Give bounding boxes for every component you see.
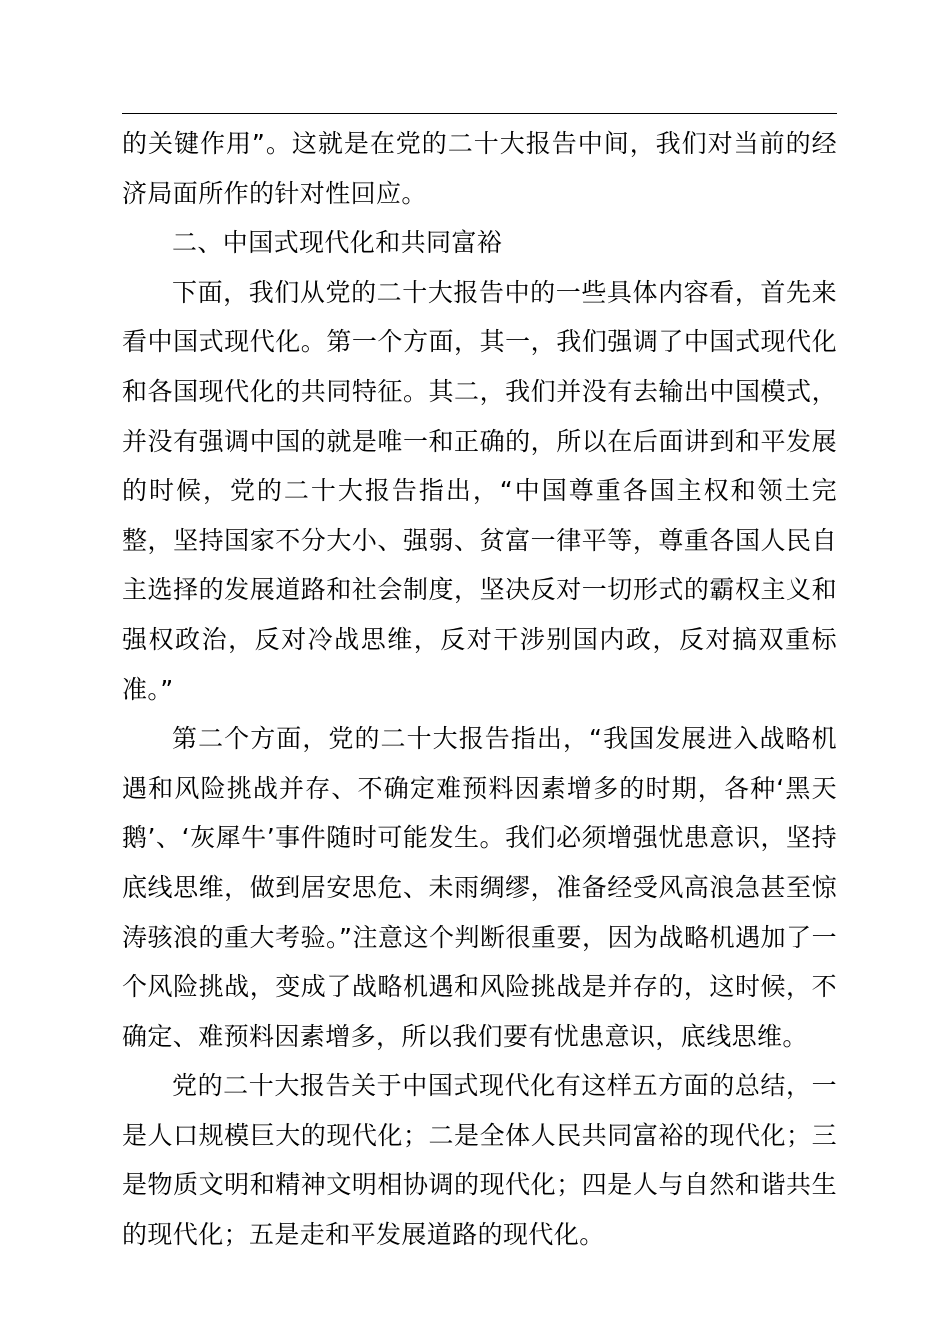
header-rule xyxy=(122,113,837,114)
paragraph-risk-challenges: 第二个方面，党的二十大报告指出，“我国发展进入战略机遇和风险挑战并存、不确定难预料因素增多的时期，各种‘黑天鹅’、‘灰犀牛’事件随时可能发生。我们必须增强忧患意识，坚持底线思维，做到居安思危、未雨绸缪，准备经受风高浪急甚至惊涛骇浪的重大考验。”注意这个判断很重要，因为战略机遇加了一个风险挑战，变成了战略机遇和风险挑战是并存的，这时候，不确定、难预料因素增多，所以我们要有忧患意识，底线思维。 xyxy=(122,724,837,1051)
document-body xyxy=(122,119,837,1260)
paragraph-five-aspects: 党的二十大报告关于中国式现代化有这样五方面的总结，一是人口规模巨大的现代化；二是全体人民共同富裕的现代化；三是物质文明和精神文明相协调的现代化；四是人与自然和谐共生的现代化；五是走和平发展道路的现代化。 xyxy=(122,1071,837,1250)
section-heading: 二、中国式现代化和共同富裕 xyxy=(172,228,503,258)
paragraph-modernization-features: 下面，我们从党的二十大报告中的一些具体内容看，首先来看中国式现代化。第一个方面，其一，我们强调了中国式现代化和各国现代化的共同特征。其二，我们并没有去输出中国模式，并没有强调中国的就是唯一和正确的，所以在后面讲到和平发展的时候，党的二十大报告指出，“中国尊重各国主权和领土完整，坚持国家不分大小、强弱、贫富一律平等，尊重各国人民自主选择的发展道路和社会制度，坚决反对一切形式的霸权主义和强权政治，反对冷战思维，反对干涉别国内政，反对搞双重标准。” xyxy=(122,277,837,704)
continuation-paragraph: 的关键作用”。这就是在党的二十大报告中间，我们对当前的经济局面所作的针对性回应。 xyxy=(122,129,837,208)
